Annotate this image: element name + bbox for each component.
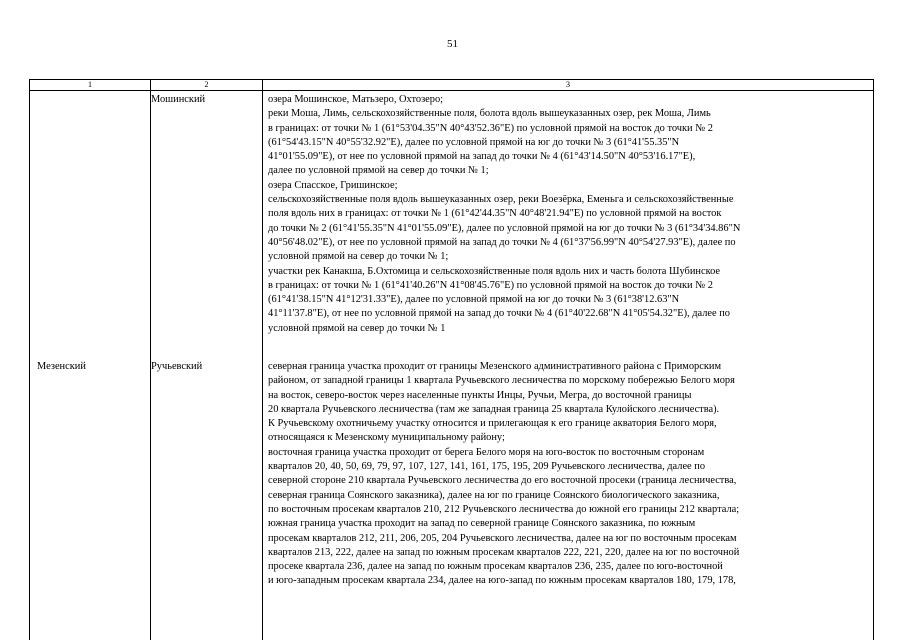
text-line: сельскохозяйственные поля вдоль вышеуказанных озер, реки Воезёрка, Еменьга и сельскохозяйственные — [268, 194, 734, 206]
text-line: просекам кварталов 212, 211, 206, 205, 204 Ручьевского лесничества, далее на юг по восточным просекам — [268, 532, 737, 544]
text-line: районом, от западной границы 1 квартала Ручьевского лесничества по морскому побережью Белого моря — [268, 375, 735, 387]
table-header-row — [29, 79, 874, 91]
text-line: условной прямой на север до точки № 1 — [268, 322, 446, 334]
text-line: просеке квартала 236, далее на запад по южным просекам кварталов 236, 235, далее по юго-восточной — [268, 561, 723, 573]
text-line: северная граница Соянского заказника), далее на юг по границе Соянского биологического заказника, — [268, 489, 720, 501]
text-line: и юго-западным просекам квартала 234, далее на юго-запад по южным просекам кварталов 180, 179, 178, — [268, 575, 736, 587]
text-line: К Ручьевскому охотничьему участку относится и прилегающая к его границе акватория Белого моря, — [268, 418, 717, 430]
boundary-description — [268, 360, 739, 589]
text-line: 41°11'37.8"E), от нее по условной прямой на запад до точки № 4 (61°40'22.68"N 41°05'54.32"E), далее по — [268, 308, 730, 320]
text-line: озера Спасское, Гришинское; — [268, 179, 398, 191]
text-line: до точки № 2 (61°41'55.35"N 41°01'55.09"E), далее по условной прямой на юг до точки № 3 (61°34'34.86"N — [268, 222, 741, 234]
text-line: северная граница участка проходит от границы Мезенского административного района с Приморским — [268, 361, 722, 372]
text-line: относящаяся к Мезенскому муниципальному району; — [268, 432, 505, 444]
text-line: 20 квартала Ручьевского лесничества (там же западная граница 25 квартала Кулойского лесничества). — [268, 403, 720, 415]
text-line: в границах: от точки № 1 (61°41'40.26"N 41°08'45.76"E) по условной прямой на восток до точки № 2 — [268, 279, 713, 291]
text-line: далее по условной прямой на север до точки № 1; — [268, 165, 489, 177]
text-line: по восточным просекам кварталов 210, 212 Ручьевского лесничества до южной его границы 212 квартала; — [268, 503, 740, 515]
column-3-header: 3 — [566, 80, 570, 89]
text-line: (61°41'38.15"N 41°12'31.33"E), далее по условной прямой на юг до точки № 3 (61°38'12.63"N — [268, 294, 680, 306]
text-line: северной стороне 210 квартала Ручьевского лесничества до его восточной просеки (граница лесничества, — [268, 475, 737, 487]
text-line: 41°01'55.09"E), от нее по условной прямой на запад до точки № 4 (61°43'14.50"N 40°53'16.17"E), — [268, 151, 696, 163]
text-line: восточная граница участка проходит от берега Белого моря на юго-восток по восточным сторонам — [268, 446, 705, 458]
table-divider-2 — [262, 90, 263, 640]
hunting-ground-name: Ручьевский — [151, 361, 203, 372]
text-line: поля вдоль них в границах: от точки № 1 (61°42'44.35"N 40°48'21.94"E) по условной прямой на восток — [268, 208, 722, 220]
page-number: 51 — [447, 38, 458, 50]
text-line: южная граница участка проходит на запад по северной границе Соянского заказника, по южным — [268, 518, 696, 530]
district-name: Мезенский — [37, 361, 86, 372]
text-line: в границах: от точки № 1 (61°53'04.35"N 40°43'52.36"E) по условной прямой на восток до точки № 2 — [268, 122, 713, 134]
column-1-header: 1 — [30, 80, 151, 90]
text-line: озера Мошинское, Матьзеро, Охтозеро; — [268, 94, 444, 105]
text-line: условной прямой на север до точки № 1; — [268, 251, 449, 263]
text-line: кварталов 20, 40, 50, 69, 79, 97, 107, 127, 141, 161, 175, 195, 209 Ручьевского лесничества, далее по — [268, 461, 706, 473]
text-line: на восток, северо-восток через населенные пункты Инцы, Ручьи, Мегра, до восточной границы — [268, 389, 692, 401]
text-line: (61°54'43.15"N 40°55'32.92"E), далее по условной прямой на юг до точки № 3 (61°41'55.35"N — [268, 136, 680, 148]
column-2-header: 2 — [151, 80, 263, 90]
text-line: 40°56'48.02"E), от нее по условной прямой на запад до точки № 4 (61°37'56.99"N 40°54'27.93"E), далее по — [268, 236, 736, 248]
text-line: кварталов 213, 222, далее на запад по южным просекам кварталов 222, 221, 220, далее на юг по восточной — [268, 546, 740, 558]
text-line: реки Моша, Лимь, сельскохозяйственные поля, болота вдоль вышеуказанных озер, рек Моша, Лимь — [268, 108, 711, 120]
boundary-description — [268, 93, 740, 336]
table-border-left — [29, 90, 30, 640]
hunting-ground-name: Мошинский — [151, 94, 206, 105]
table-border-right — [873, 90, 874, 640]
text-line: участки рек Канакша, Б.Охтомица и сельскохозяйственные поля вдоль них и часть болота Шубинское — [268, 265, 721, 277]
